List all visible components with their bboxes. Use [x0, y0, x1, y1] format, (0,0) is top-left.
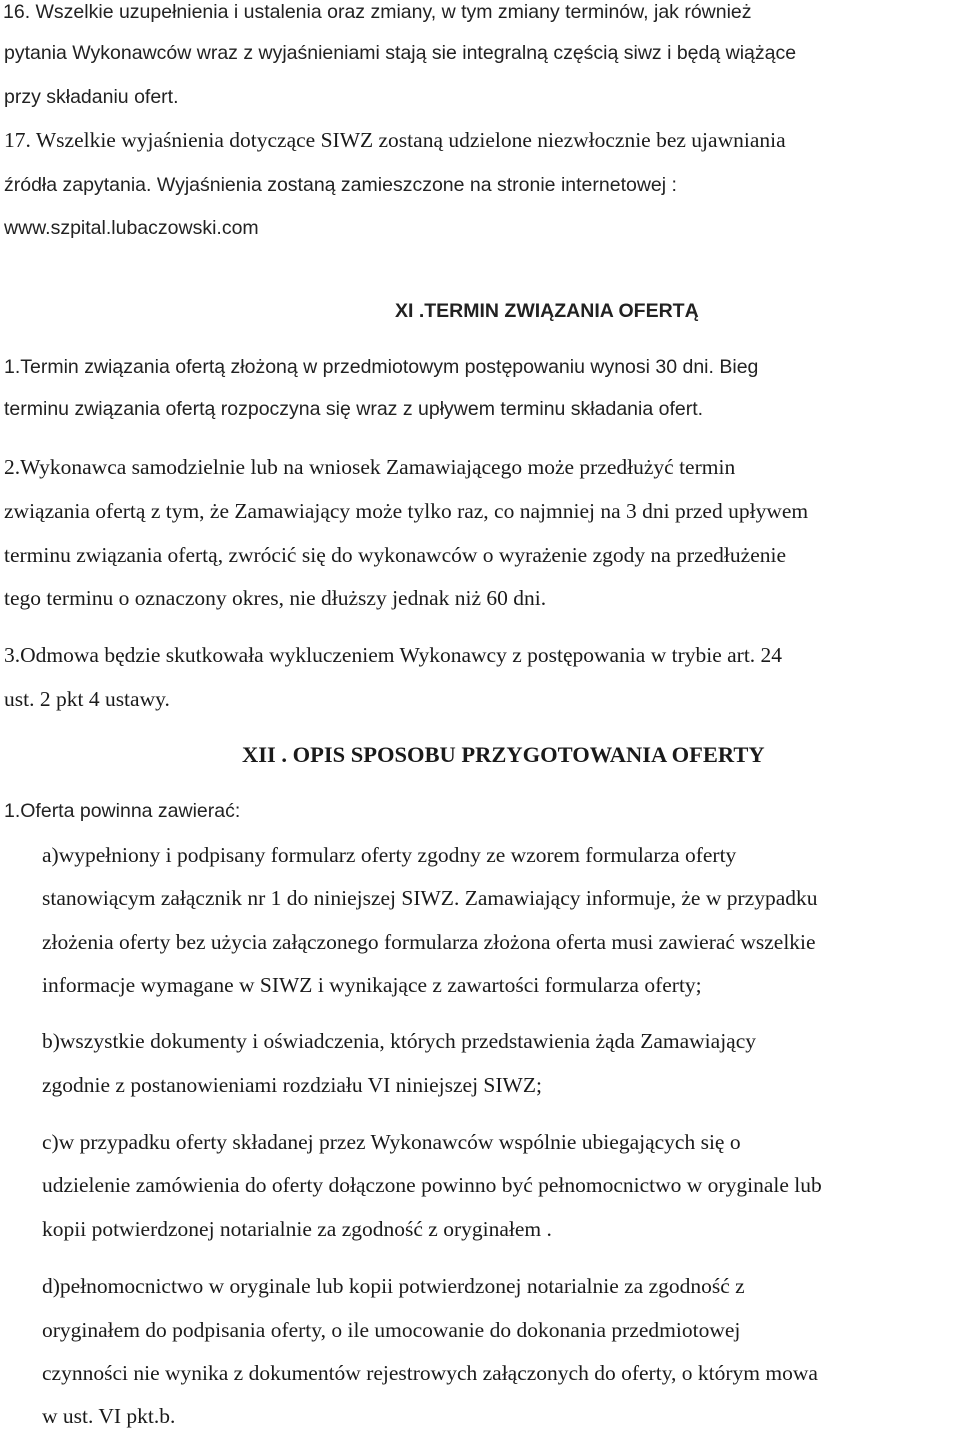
paragraph-line: c)w przypadku oferty składanej przez Wykonawców wspólnie ubiegających się o: [42, 1130, 741, 1154]
paragraph-line: kopii potwierdzonej notarialnie za zgodność z oryginałem .: [42, 1217, 552, 1241]
paragraph-line: tego terminu o oznaczony okres, nie dłuższy jednak niż 60 dni.: [4, 586, 547, 610]
paragraph-line: informacje wymagane w SIWZ i wynikające z zawartości formularza oferty;: [42, 973, 702, 997]
paragraph-line: 1.Termin związania ofertą złożoną w przedmiotowym postępowaniu wynosi 30 dni. Bieg: [4, 356, 759, 378]
paragraph-line: przy składaniu ofert.: [4, 86, 179, 108]
paragraph-line: 16. Wszelkie uzupełnienia i ustalenia oraz zmiany, w tym zmiany terminów, jak również: [3, 1, 752, 23]
paragraph-line: udzielenie zamówienia do oferty dołączone powinno być pełnomocnictwo w oryginale lub: [42, 1173, 822, 1197]
section-xi-heading: XI .TERMIN ZWIĄZANIA OFERTĄ: [395, 300, 699, 322]
paragraph-line: ust. 2 pkt 4 ustawy.: [4, 687, 170, 711]
paragraph-line: czynności nie wynika z dokumentów rejestrowych załączonych do oferty, o którym mowa: [42, 1361, 818, 1385]
paragraph-line: 17. Wszelkie wyjaśnienia dotyczące SIWZ zostaną udzielone niezwłocznie bez ujawniania: [4, 128, 786, 152]
paragraph-line: pytania Wykonawców wraz z wyjaśnieniami stają sie integralną częścią siwz i będą wiążące: [4, 42, 797, 64]
paragraph-line: zgodnie z postanowieniami rozdziału VI niniejszej SIWZ;: [42, 1073, 542, 1097]
paragraph-line: www.szpital.lubaczowski.com: [4, 217, 259, 239]
paragraph-line: w ust. VI pkt.b.: [42, 1404, 176, 1428]
paragraph-line: d)pełnomocnictwo w oryginale lub kopii potwierdzonej notarialnie za zgodność z: [42, 1274, 745, 1298]
paragraph-line: b)wszystkie dokumenty i oświadczenia, których przedstawienia żąda Zamawiający: [42, 1029, 757, 1053]
paragraph-line: związania ofertą z tym, że Zamawiający może tylko raz, co najmniej na 3 dni przed upływem: [4, 499, 809, 523]
paragraph-line: stanowiącym załącznik nr 1 do niniejszej SIWZ. Zamawiający informuje, że w przypadku: [42, 886, 818, 910]
paragraph-line: terminu związania ofertą rozpoczyna się wraz z upływem terminu składania ofert.: [4, 398, 704, 420]
paragraph-line: 2.Wykonawca samodzielnie lub na wniosek Zamawiającego może przedłużyć termin: [4, 455, 736, 479]
paragraph-line: złożenia oferty bez użycia załączonego formularza złożona oferta musi zawierać wszelkie: [42, 930, 816, 954]
section-xii-intro: 1.Oferta powinna zawierać:: [4, 800, 241, 822]
paragraph-line: a)wypełniony i podpisany formularz oferty zgodny ze wzorem formularza oferty: [42, 843, 737, 867]
paragraph-line: źródła zapytania. Wyjaśnienia zostaną zamieszczone na stronie internetowej :: [4, 174, 677, 196]
paragraph-line: terminu związania ofertą, zwrócić się do wykonawców o wyrażenie zgody na przedłużenie: [4, 543, 787, 567]
section-xii-heading: XII . OPIS SPOSOBU PRZYGOTOWANIA OFERTY: [242, 742, 765, 767]
paragraph-line: 3.Odmowa będzie skutkowała wykluczeniem Wykonawcy z postępowania w trybie art. 24: [4, 643, 783, 667]
paragraph-line: oryginałem do podpisania oferty, o ile umocowanie do dokonania przedmiotowej: [42, 1318, 741, 1342]
